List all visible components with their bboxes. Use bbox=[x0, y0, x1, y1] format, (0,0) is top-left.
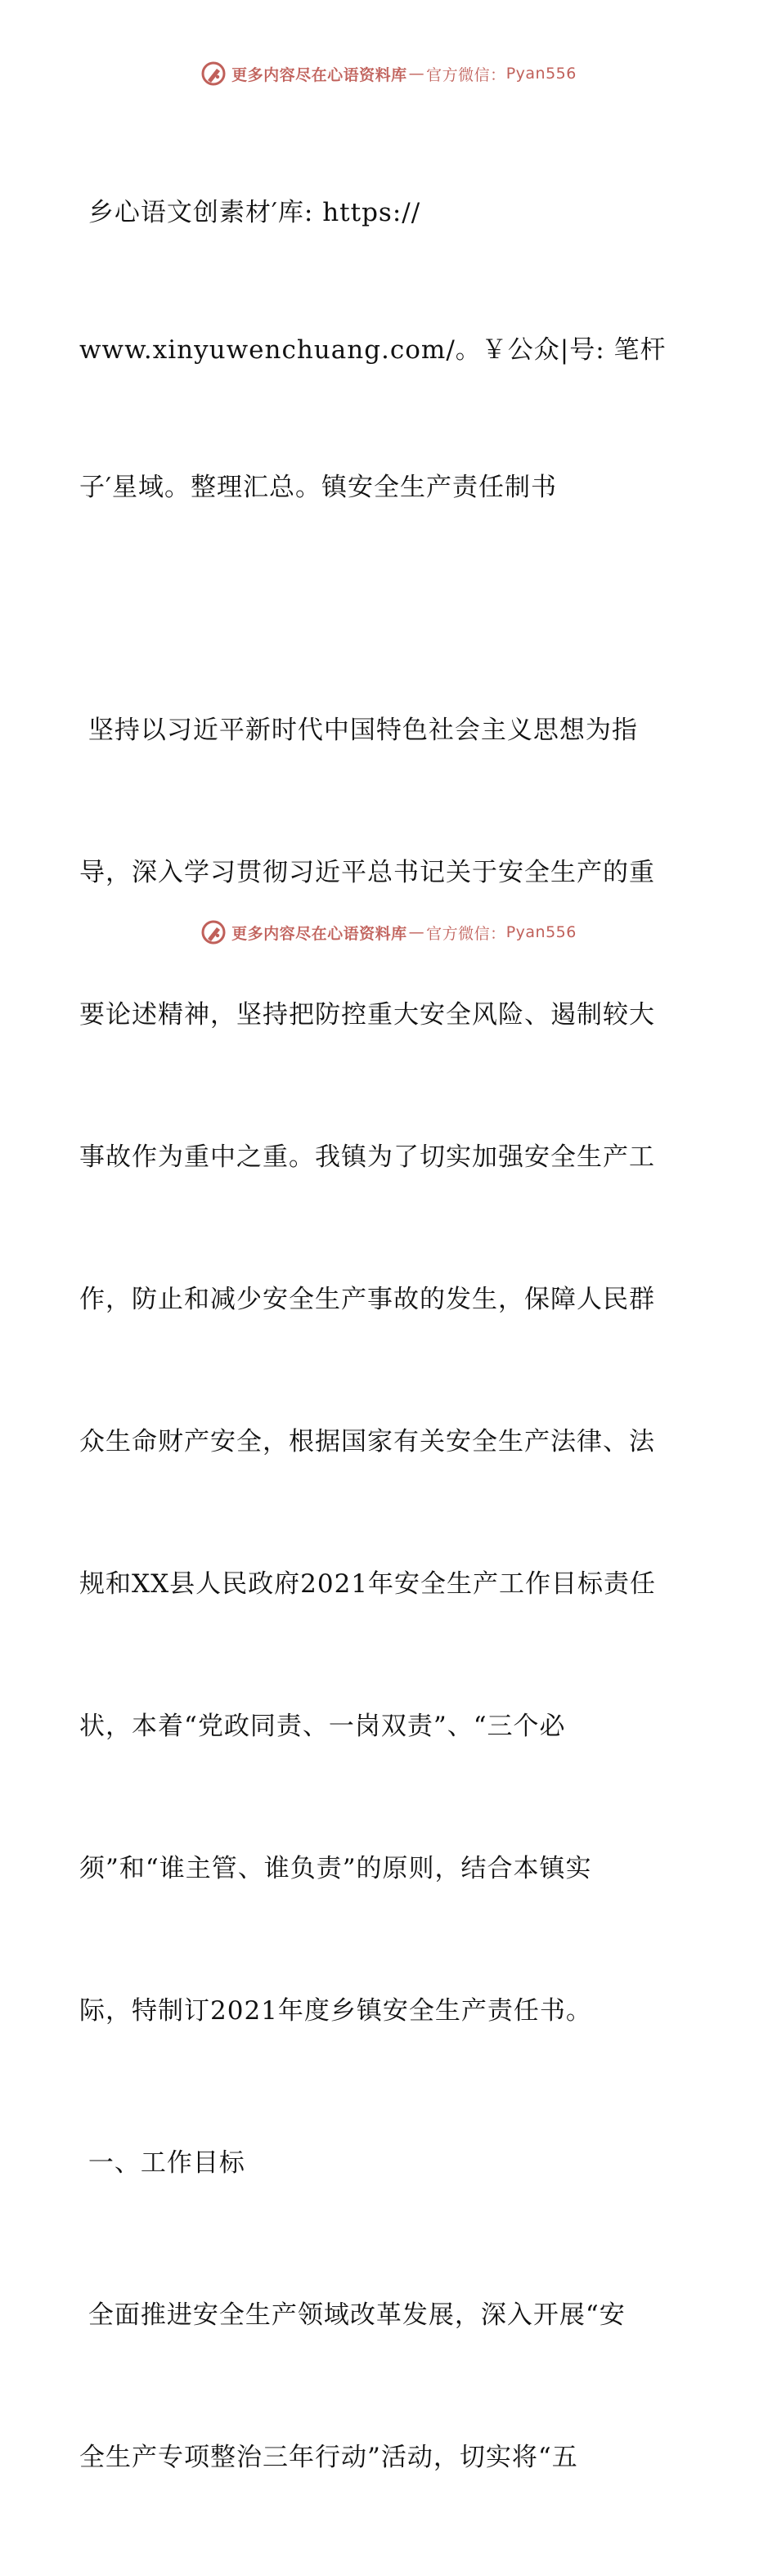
pen-logo-icon bbox=[200, 61, 227, 87]
intro-paragraph bbox=[79, 612, 701, 2129]
watermark-wechat-label: 官方微信： bbox=[426, 924, 506, 943]
watermark-separator: — bbox=[408, 65, 425, 83]
section-line: 全面推进安全生产领域改革发展，深入开展“安 bbox=[79, 2300, 626, 2330]
intro-line: 际，特制订2021年度乡镇安全生产责任书。 bbox=[79, 1996, 592, 2026]
watermark-separator: — bbox=[408, 923, 425, 941]
watermark-wechat-label: 官方微信： bbox=[426, 65, 506, 84]
intro-line: 坚持以习近平新时代中国特色社会主义思想为指 bbox=[79, 716, 638, 745]
header-line: www.xinyuwenchuang.com/。￥公众|号: 笔杆 bbox=[79, 335, 667, 365]
pen-logo-icon bbox=[200, 919, 227, 945]
intro-line: 作，防止和减少安全生产事故的发生，保障人民群 bbox=[79, 1285, 655, 1314]
watermark-brand: 更多内容尽在心语资料库 bbox=[231, 65, 407, 84]
watermark-top bbox=[0, 59, 777, 88]
header-line: 乡心语文创素材′库: https:// bbox=[79, 198, 421, 227]
header-paragraph bbox=[79, 98, 701, 602]
section-paragraph bbox=[79, 2197, 701, 2576]
watermark-wechat-id: Pyan556 bbox=[505, 923, 577, 941]
document-body bbox=[79, 98, 701, 2576]
intro-line: 导，深入学习贯彻习近平总书记关于安全生产的重 bbox=[79, 858, 655, 887]
intro-line: 须”和“谁主管、谁负责”的原则，结合本镇实 bbox=[79, 1854, 592, 1883]
intro-line: 众生命财产安全，根据国家有关安全生产法律、法 bbox=[79, 1427, 655, 1456]
watermark-brand: 更多内容尽在心语资料库 bbox=[231, 924, 407, 943]
watermark-wechat-id: Pyan556 bbox=[505, 65, 577, 83]
intro-line: 事故作为重中之重。我镇为了切实加强安全生产工 bbox=[79, 1142, 655, 1172]
header-line: 子′星域。整理汇总。镇安全生产责任制书 bbox=[79, 473, 558, 502]
intro-line: 要论述精神，坚持把防控重大安全风险、遏制较大 bbox=[79, 1000, 655, 1030]
intro-line: 规和XX县人民政府2021年安全生产工作目标责任 bbox=[79, 1569, 657, 1599]
section-heading: 一、工作目标 bbox=[79, 2148, 245, 2178]
section-line: 全生产专项整治三年行动”活动，切实将“五 bbox=[79, 2443, 578, 2472]
watermark-bottom bbox=[0, 918, 777, 947]
intro-line: 状，本着“党政同责、一岗双责”、“三个必 bbox=[79, 1712, 566, 1741]
